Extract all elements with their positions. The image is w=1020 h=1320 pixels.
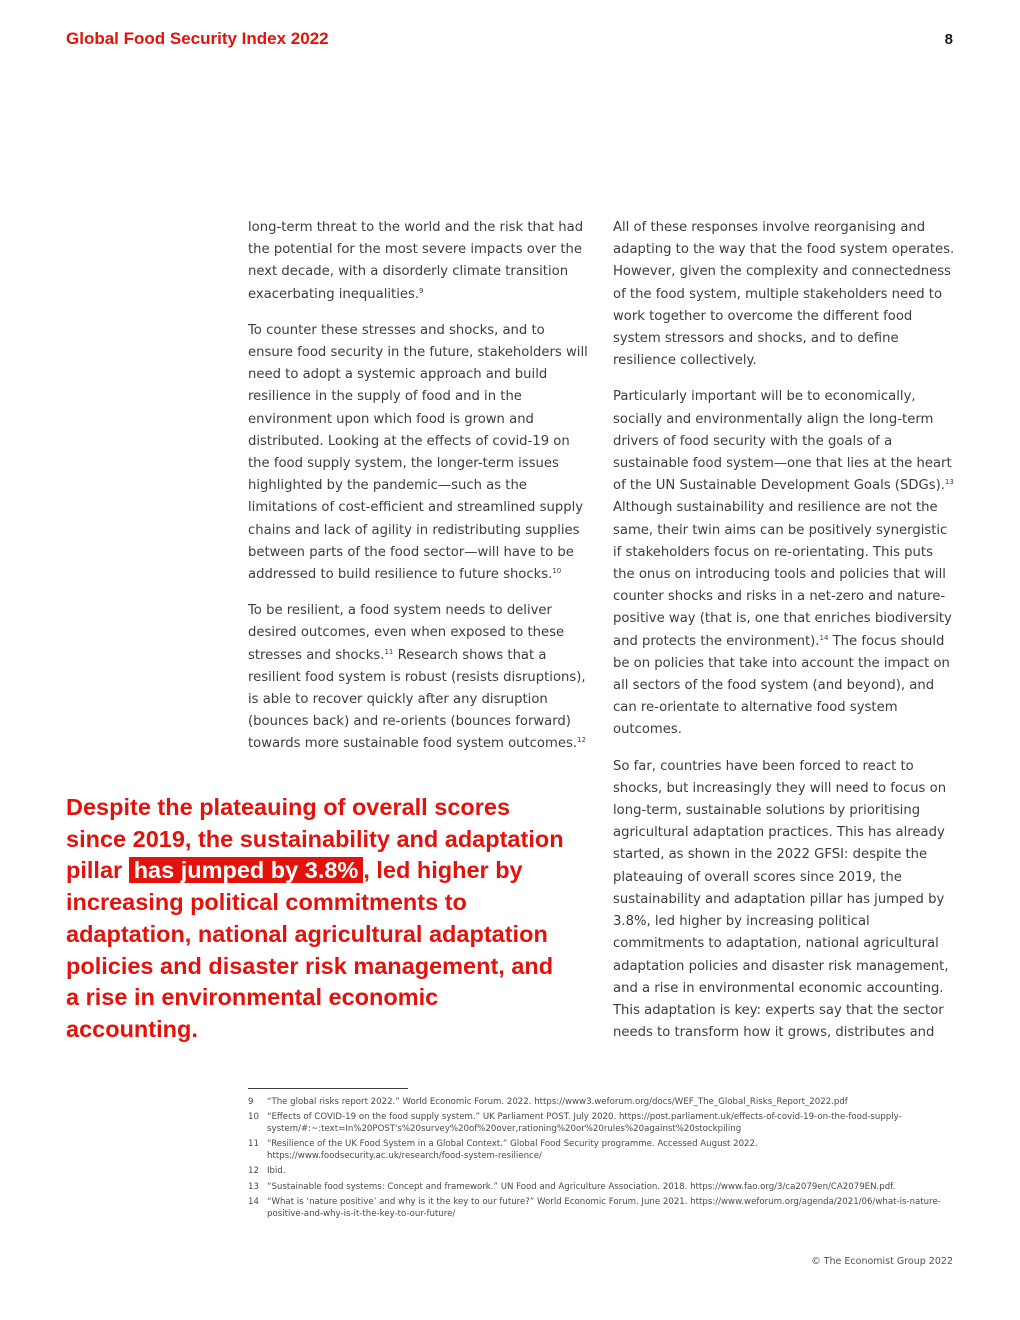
footnote-number: 13 xyxy=(248,1181,259,1192)
footnote-text: “Effects of COVID-19 on the food supply system.” UK Parliament POST. July 2020. https://post.parliament.uk/effects-of-covid-19-on-the-food-supply-system/#:~:text=In%20POST's%20survey%20of%20over,rationing%20or%20rules%20against%20stockpiling xyxy=(267,1112,902,1135)
footnote-item xyxy=(248,1196,948,1220)
footnote-ref: 13 xyxy=(944,478,954,487)
paragraph xyxy=(248,217,592,306)
footnote-item xyxy=(248,1111,948,1135)
paragraph-text: long-term threat to the world and the risk that had the potential for the most severe impacts over the next decade, with a disorderly climate transition exacerbating inequalities. xyxy=(248,220,584,302)
pull-quote-text: Despite the plateauing of overall scores since 2019, the sustainability and adaptation pillar xyxy=(66,794,564,884)
paragraph-text: Research shows that a resilient food system is robust (resists disruptions), is able to recover quickly after any disruption (bounces back) and re-orients (bounces forward) towards more sustainable food system outcomes. xyxy=(248,647,586,752)
paragraph xyxy=(248,600,592,755)
footnote-text: “Sustainable food systems: Concept and framework.” UN Food and Agriculture Association. 2018. https://www.fao.org/3/ca2079en/CA2079EN.pdf. xyxy=(267,1181,896,1192)
footnote-text: “Resilience of the UK Food System in a Global Context.” Global Food Security programme. Accessed August 2022. https://www.foodsecurity.ac.uk/research/food-system-resilience/ xyxy=(267,1139,758,1162)
left-column xyxy=(248,217,592,770)
paragraph-text: So far, countries have been forced to react to shocks, but increasingly they will need to focus on long-term, sustainable solutions by prioritising agricultural adaptation practices. This has already started, as shown in the 2022 GFSI: despite the plateauing of overall scores since 2019, the sustainability and adaptation pillar has jumped by 3.8%, led higher by increasing political commitments to adaptation, national agricultural adaptation policies and disaster risk management, and a rise in environmental economic accounting. This adaptation is key: experts say that the sector needs to transform how it grows, distributes and xyxy=(613,758,949,1041)
paragraph-text: To counter these stresses and shocks, and to ensure food security in the future, stakeholders will need to adopt a systemic approach and build resilience in the supply of food and in the environment upon which food is grown and distributed. Looking at the effects of covid-19 on the food supply system, the longer-term issues highlighted by the pandemic—such as the limitations of cost-efficient and streamlined supply chains and lack of agility in redistributing supplies between parts of the food sector—will have to be addressed to build resilience to future shocks. xyxy=(248,322,588,583)
footnote-ref: 14 xyxy=(819,633,829,642)
header-title: Global Food Security Index 2022 xyxy=(66,29,329,48)
footnotes-list xyxy=(248,1096,948,1223)
footnote-text: “The global risks report 2022.” World Economic Forum. 2022. https://www3.weforum.org/docs/WEF_The_Global_Risks_Report_2022.pdf xyxy=(267,1097,848,1107)
footnote-text: Ibid. xyxy=(267,1166,286,1177)
copyright-notice: © The Economist Group 2022 xyxy=(811,1256,953,1267)
footnote-ref: 12 xyxy=(577,736,586,745)
footnote-item xyxy=(248,1181,948,1193)
paragraph-text: The focus should be on policies that take into account the impact on all sectors of the food system (and beyond), and can re-orientate to alternative food system outcomes. xyxy=(613,633,950,738)
footnote-ref: 10 xyxy=(552,567,562,576)
footnote-ref: 9 xyxy=(419,286,424,295)
footnote-text: “What is ‘nature positive’ and why is it the key to our future?” World Economic Forum. June 2021. https://www.weforum.org/agenda/2021/06/what-is-nature-positive-and-why-is-it-the-key-to-our-future/ xyxy=(267,1196,941,1219)
paragraph xyxy=(248,320,592,586)
pull-quote xyxy=(66,792,566,1046)
footnote-item xyxy=(248,1165,948,1177)
pull-quote-highlight: has jumped by 3.8% xyxy=(129,857,364,883)
paragraph xyxy=(613,386,955,741)
footnote-number: 10 xyxy=(248,1112,259,1123)
right-column xyxy=(613,217,955,1058)
footnote-item xyxy=(248,1096,948,1108)
pull-quote-text: , led higher by increasing political commitments to adaptation, national agricultural adaptation policies and disaster risk management, and a rise in environmental economic accounting. xyxy=(66,857,554,1042)
paragraph-text: Although sustainability and resilience are not the same, their twin aims can be positively synergistic if stakeholders focus on re-orientating. This puts the onus on introducing tools and policies that will counter shocks and risks in a net-zero and nature-positive way (that is, one that enriches biodiversity and protects the environment). xyxy=(613,500,952,649)
paragraph-text: Particularly important will be to economically, socially and environmentally align the long-term drivers of food security with the goals of a sustainable food system—one that lies at the heart of the UN Sustainable Development Goals (SDGs). xyxy=(613,389,952,494)
footnote-number: 12 xyxy=(248,1166,259,1177)
paragraph xyxy=(613,217,955,372)
footnote-number: 11 xyxy=(248,1139,259,1150)
footnote-number: 14 xyxy=(248,1196,259,1207)
footnote-divider xyxy=(248,1088,408,1089)
paragraph xyxy=(613,756,955,1045)
page-number: 8 xyxy=(944,31,953,48)
footnote-item xyxy=(248,1138,948,1162)
footnote-number: 9 xyxy=(248,1097,254,1107)
paragraph-text: To be resilient, a food system needs to deliver desired outcomes, even when exposed to these stresses and shocks. xyxy=(248,603,565,663)
footnote-ref: 11 xyxy=(384,647,394,656)
paragraph-text: All of these responses involve reorganising and adapting to the way that the food system operates. However, given the complexity and connectedness of the food system, multiple stakeholders need to work together to overcome the different food system stressors and shocks, and to define resilience collectively. xyxy=(613,220,955,369)
